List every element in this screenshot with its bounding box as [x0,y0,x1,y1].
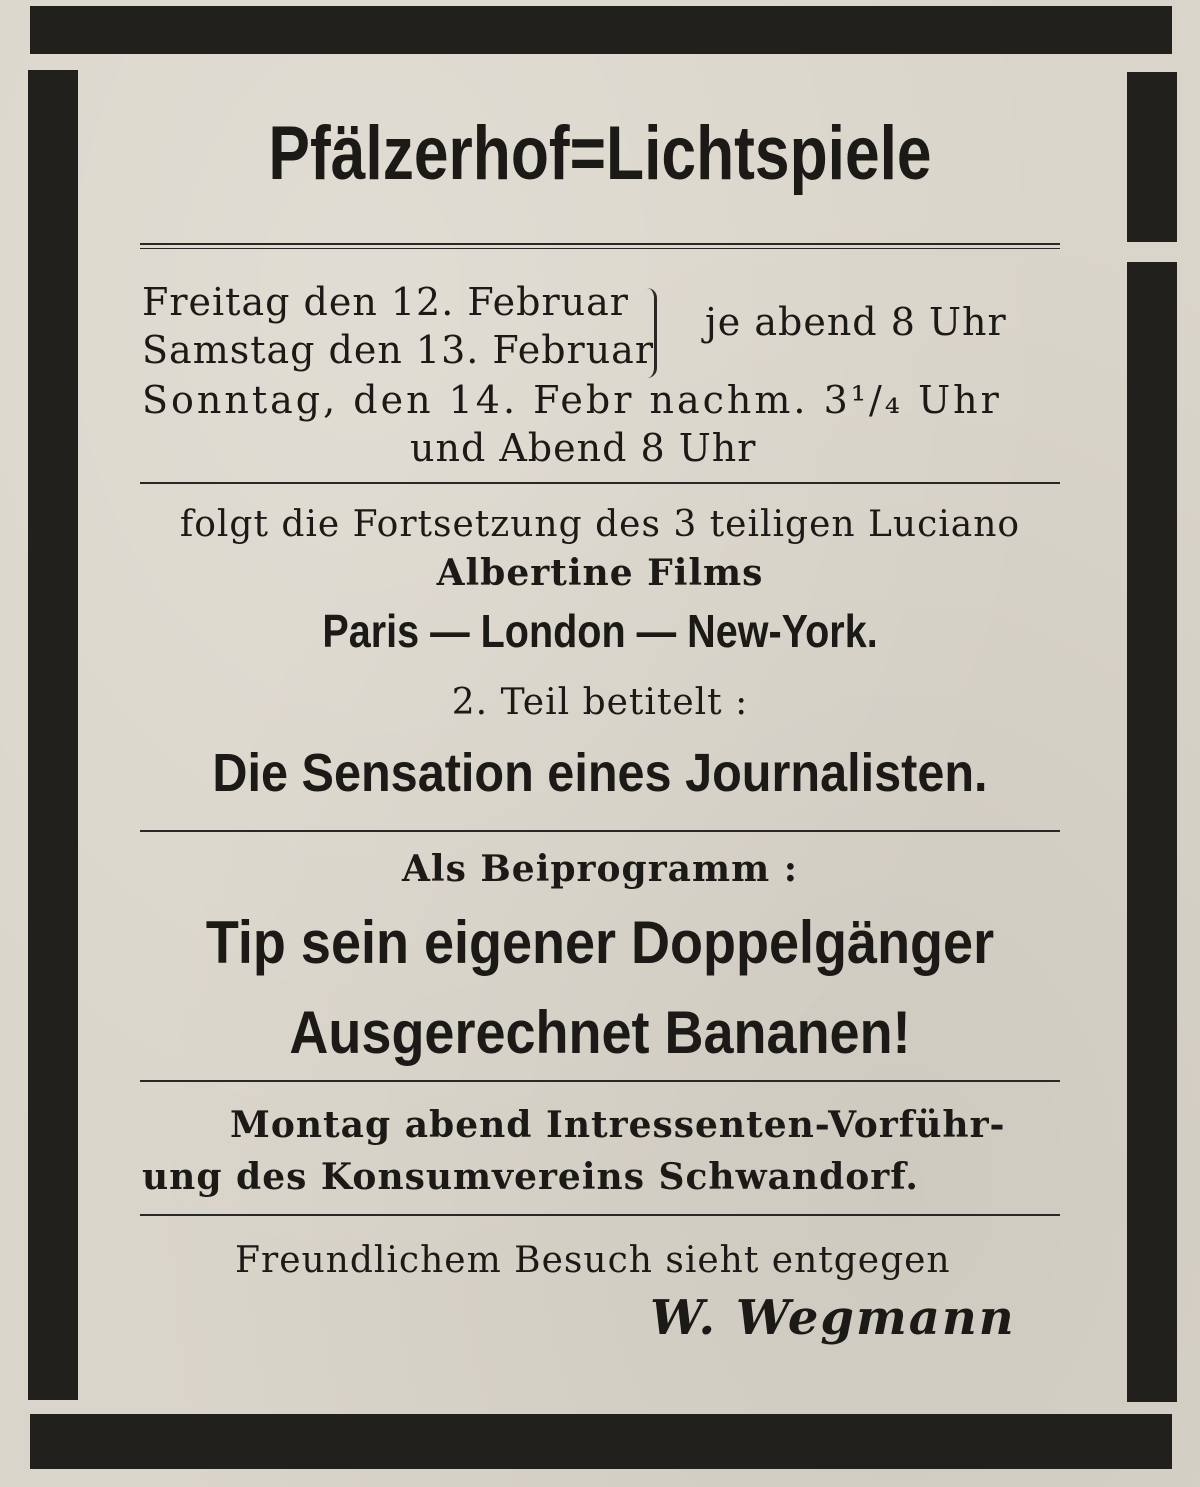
border-right-lower [1127,262,1177,1402]
divider-support [140,1080,1060,1082]
ad-title: Pfälzerhof=Lichtspiele [268,111,932,196]
support-label: Als Beiprogramm : [401,848,799,890]
schedule-friday: Freitag den 12. Februar [142,280,629,324]
feature-cities: Paris — London — New-York. [322,605,878,657]
feature-studio: Albertine Films [436,552,764,594]
brace-bracket [640,288,657,378]
divider-notice [140,1214,1060,1216]
support-film-1: Tip sein eigener Doppelgänger [205,909,995,976]
feature-intro: folgt die Fortsetzung des 3 teiligen Luciano [179,504,1021,545]
divider-schedule [140,482,1060,484]
feature-film-title: Die Sensation eines Journalisten. [212,743,988,803]
divider-feature [140,830,1060,832]
schedule-evening-time: je abend 8 Uhr [705,300,1007,344]
border-top [30,6,1172,54]
notice-line-1: Montag abend Intressenten-Vorführ- [230,1104,1006,1146]
support-film-2: Ausgerechnet Bananen! [289,999,911,1066]
closing-line: Freundlichem Besuch sieht entgegen [235,1240,951,1281]
signature: W. Wegmann [650,1290,1016,1346]
divider-title [140,243,1060,249]
schedule-sunday: Sonntag, den 14. Febr nachm. 3¹/₄ Uhr [142,378,1002,422]
schedule-sunday-evening: und Abend 8 Uhr [410,426,757,470]
border-left [28,70,78,1400]
notice-line-2: ung des Konsumvereins Schwandorf. [142,1156,919,1198]
border-right-upper [1127,72,1177,242]
schedule-saturday: Samstag den 13. Februar [142,328,654,372]
border-bottom [30,1414,1172,1469]
feature-part: 2. Teil betitelt : [451,682,749,723]
